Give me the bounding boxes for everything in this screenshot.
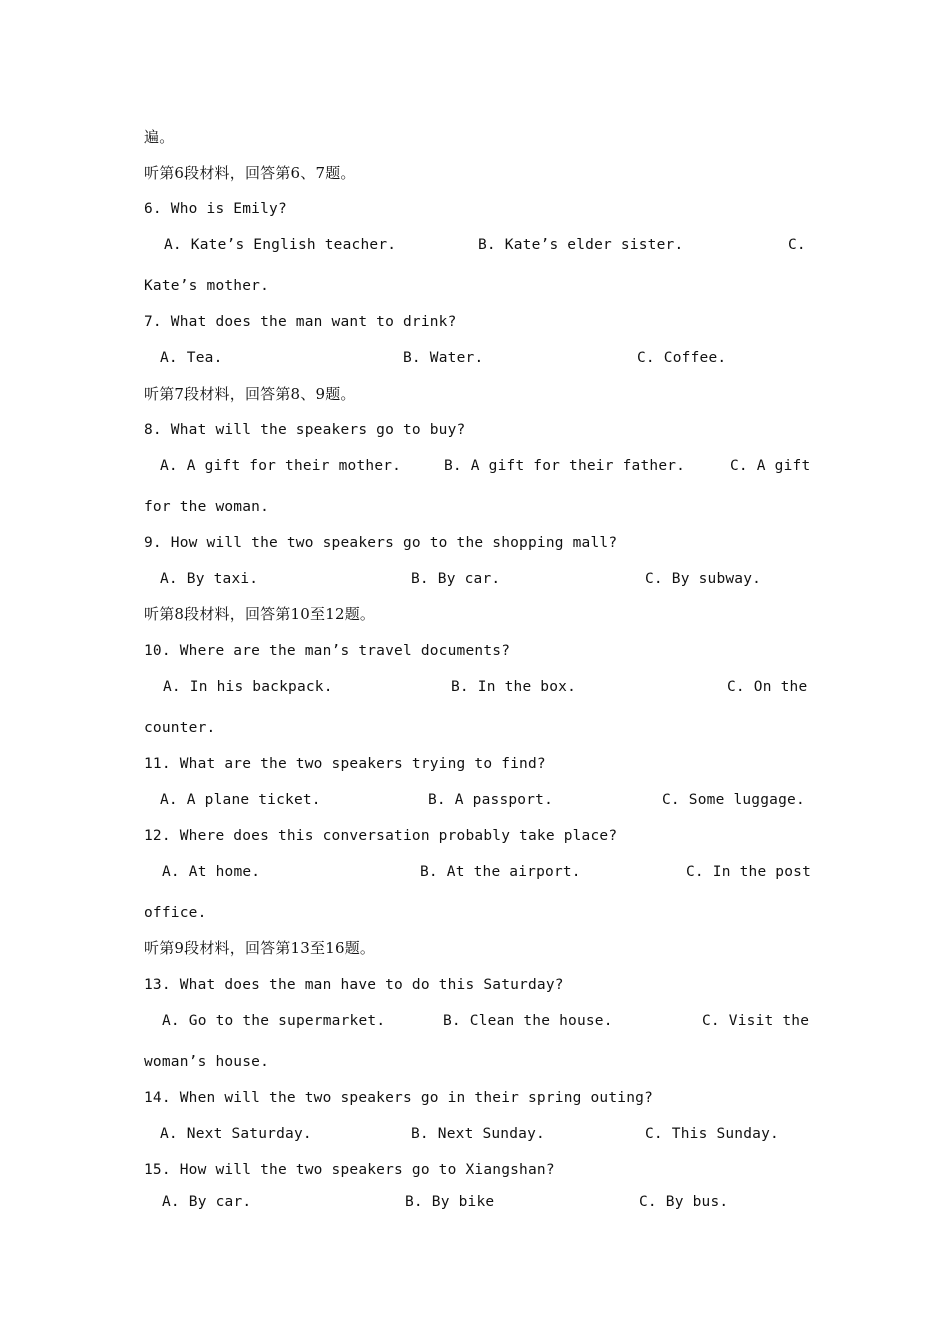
section-heading-8: 听第8段材料，回答第10至12题。 xyxy=(144,605,376,623)
q15-option-a: A. By car. xyxy=(162,1194,252,1210)
q14-option-b: B. Next Sunday. xyxy=(411,1126,545,1142)
q8-option-b: B. A gift for their father. xyxy=(444,458,686,474)
q12-option-c-text: office. xyxy=(144,905,207,921)
question-9: 9. How will the two speakers go to the shopping mall? xyxy=(144,535,618,551)
q6-option-c-text: Kate’s mother. xyxy=(144,278,270,294)
q13-option-a: A. Go to the supermarket. xyxy=(162,1013,386,1029)
question-8: 8. What will the speakers go to buy? xyxy=(144,422,466,438)
q10-option-c-text: counter. xyxy=(144,720,216,736)
q10-option-c-label: C. On the xyxy=(727,679,808,695)
question-14: 14. When will the two speakers go in their spring outing? xyxy=(144,1090,653,1106)
q13-option-b: B. Clean the house. xyxy=(443,1013,613,1029)
section-heading-9: 听第9段材料，回答第13至16题。 xyxy=(144,939,376,957)
q8-option-a: A. A gift for their mother. xyxy=(160,458,402,474)
question-13: 13. What does the man have to do this Saturday? xyxy=(144,977,564,993)
q7-option-b: B. Water. xyxy=(403,350,484,366)
q8-option-c-label: C. A gift xyxy=(730,458,811,474)
question-7: 7. What does the man want to drink? xyxy=(144,314,457,330)
q9-option-b: B. By car. xyxy=(411,571,501,587)
question-12: 12. Where does this conversation probably take place? xyxy=(144,828,618,844)
q9-option-c: C. By subway. xyxy=(645,571,762,587)
q12-option-a: A. At home. xyxy=(162,864,261,880)
q14-option-c: C. This Sunday. xyxy=(645,1126,779,1142)
q13-option-c-text: woman’s house. xyxy=(144,1054,270,1070)
q15-option-c: C. By bus. xyxy=(639,1194,729,1210)
q6-option-a: A. Kate’s English teacher. xyxy=(164,237,397,253)
question-6: 6. Who is Emily? xyxy=(144,201,287,217)
q7-option-c: C. Coffee. xyxy=(637,350,727,366)
continued-text: 遍。 xyxy=(144,128,175,146)
q11-option-c: C. Some luggage. xyxy=(662,792,805,808)
question-15: 15. How will the two speakers go to Xiangshan? xyxy=(144,1162,555,1178)
question-10: 10. Where are the man’s travel documents? xyxy=(144,643,511,659)
q7-option-a: A. Tea. xyxy=(160,350,223,366)
q6-option-c-label: C. xyxy=(788,237,806,253)
q14-option-a: A. Next Saturday. xyxy=(160,1126,312,1142)
q15-option-b: B. By bike xyxy=(405,1194,495,1210)
q13-option-c-label: C. Visit the xyxy=(702,1013,810,1029)
q10-option-a: A. In his backpack. xyxy=(163,679,333,695)
q12-option-c-label: C. In the post xyxy=(686,864,812,880)
q11-option-b: B. A passport. xyxy=(428,792,554,808)
q12-option-b: B. At the airport. xyxy=(420,864,581,880)
q9-option-a: A. By taxi. xyxy=(160,571,259,587)
section-heading-6: 听第6段材料，回答第6、7题。 xyxy=(144,164,356,182)
q8-option-c-text: for the woman. xyxy=(144,499,270,515)
q11-option-a: A. A plane ticket. xyxy=(160,792,321,808)
q6-option-b: B. Kate’s elder sister. xyxy=(478,237,684,253)
question-11: 11. What are the two speakers trying to find? xyxy=(144,756,546,772)
section-heading-7: 听第7段材料，回答第8、9题。 xyxy=(144,385,356,403)
q10-option-b: B. In the box. xyxy=(451,679,577,695)
